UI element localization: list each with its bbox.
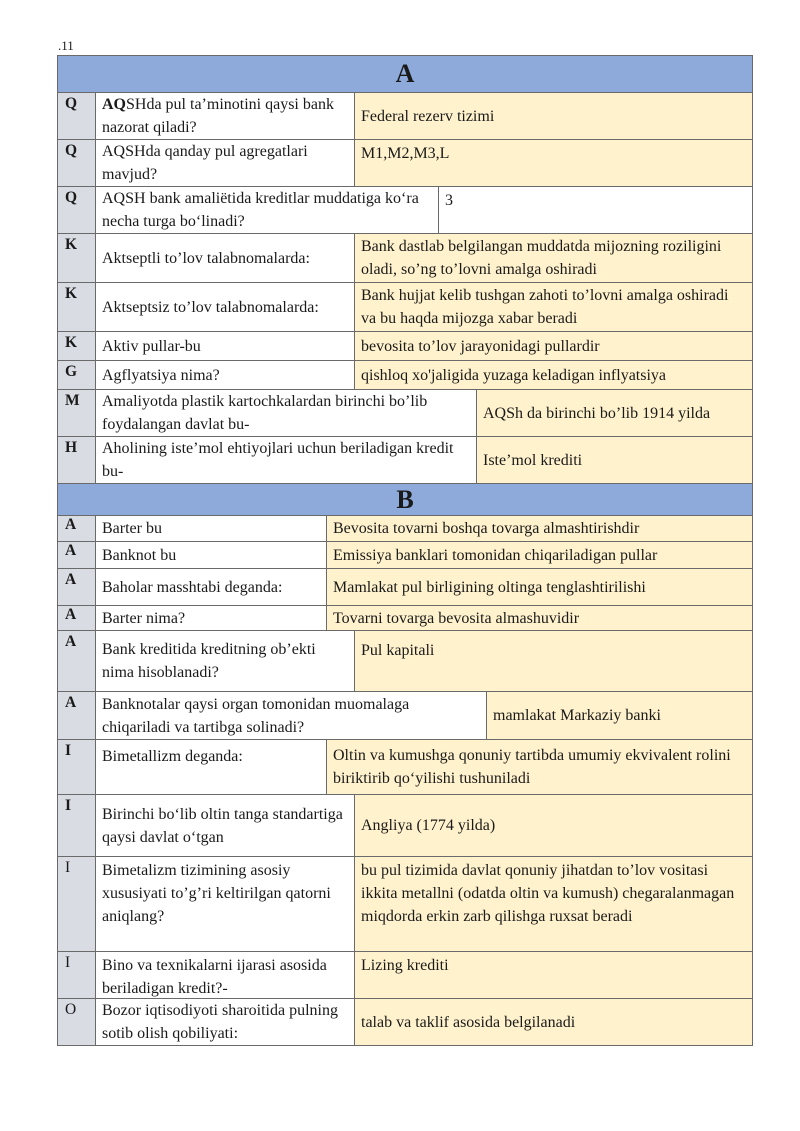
answer-cell: Bank dastlab belgilangan muddatda mijozning roziligini oladi, so’ng to’lovni amalga oshiradi xyxy=(354,234,752,282)
table-row xyxy=(57,794,753,857)
answer-cell: AQSh da birinchi bo’lib 1914 yilda xyxy=(476,390,752,436)
table-row xyxy=(57,605,753,631)
row-letter: A xyxy=(58,542,96,568)
answer-cell: Iste’mol krediti xyxy=(476,437,752,483)
question-cell: Bino va texnikalarni ijarasi asosida beriladigan kredit?- xyxy=(102,957,327,997)
section-header-a: A xyxy=(57,55,753,93)
table-row xyxy=(57,186,753,234)
answer-cell: talab va taklif asosida belgilanadi xyxy=(354,999,752,1045)
table-row xyxy=(57,515,753,542)
row-letter: I xyxy=(58,740,96,794)
row-letter: K xyxy=(58,283,96,331)
answer-cell: 3 xyxy=(438,187,752,233)
table-row xyxy=(57,282,753,332)
question-cell: Banknotalar qaysi organ tomonidan muomalaga chiqariladi va tartibga solinadi? xyxy=(102,695,410,736)
row-letter: K xyxy=(58,234,96,282)
row-letter: I xyxy=(58,857,96,951)
table-row xyxy=(57,998,753,1046)
row-letter: A xyxy=(58,606,96,630)
answer-cell: bu pul tizimida davlat qonuniy jihatdan to’lov vositasi ikkita metallni (odatda oltin va kumush) chegaralanmagan miqdorda erkin zarb qilishga ruxsat beradi xyxy=(354,857,752,951)
question-cell: Barter bu xyxy=(102,520,162,537)
row-letter: K xyxy=(58,332,96,360)
section-header-b: B xyxy=(57,483,753,516)
row-letter: Q xyxy=(58,187,96,233)
question-cell: Aktiv pullar-bu xyxy=(102,337,201,355)
answer-cell: Mamlakat pul birligining oltinga tenglashtirilishi xyxy=(326,569,752,605)
answer-cell: Bevosita tovarni boshqa tovarga almashtirishdir xyxy=(326,516,752,541)
question-cell: Aholining iste’mol ehtiyojlari uchun beriladigan kredit bu- xyxy=(102,440,454,480)
page-number: .11 xyxy=(58,38,74,53)
row-letter: A xyxy=(58,516,96,541)
table-row xyxy=(57,360,753,390)
answer-cell: Federal rezerv tizimi xyxy=(354,93,752,139)
answer-cell: Emissiya banklari tomonidan chiqariladigan pullar xyxy=(326,542,752,568)
question-cell: Bozor iqtisodiyoti sharoitida pulning sotib olish qobiliyati: xyxy=(102,1002,338,1042)
answer-cell: Angliya (1774 yilda) xyxy=(354,795,752,856)
answer-cell: mamlakat Markaziy banki xyxy=(486,692,752,739)
table-row xyxy=(57,630,753,692)
row-letter: O xyxy=(58,999,96,1045)
answer-cell: Tovarni tovarga bevosita almashuvidir xyxy=(326,606,752,630)
question-cell: Barter nima? xyxy=(102,609,186,627)
row-letter: G xyxy=(58,361,96,389)
row-letter: Q xyxy=(58,93,96,139)
answer-cell: Lizing krediti xyxy=(354,952,752,998)
answer-cell: qishloq xo'jaligida yuzaga keladigan inflyatsiya xyxy=(354,361,752,389)
question-text: SHda pul ta’minotini qaysi bank nazorat qiladi? xyxy=(102,96,334,136)
question-cell: Bimetalizm tizimining asosiy xususiyati to’g’ri keltirilgan qatorni aniqlang? xyxy=(102,862,331,925)
question-cell: Baholar masshtabi deganda: xyxy=(102,578,283,596)
table-row xyxy=(57,541,753,569)
question-cell: AQSH bank amaliëtida kreditlar muddatiga ko‘ra necha turga bo‘linadi? xyxy=(102,190,419,230)
table-row xyxy=(57,856,753,952)
question-cell: Aktseptsiz to’lov talabnomalarda: xyxy=(102,298,319,316)
row-letter: I xyxy=(58,952,96,998)
question-cell: Bimetallizm deganda: xyxy=(102,748,243,765)
table-row xyxy=(57,436,753,484)
answer-cell: Oltin va kumushga qonuniy tartibda umumiy ekvivalent rolini biriktirib qo‘yilishi tushuniladi xyxy=(326,740,752,794)
answer-cell: Pul kapitali xyxy=(354,631,752,691)
question-cell: Banknot bu xyxy=(102,546,177,564)
glossary-table xyxy=(57,56,753,1046)
table-row xyxy=(57,389,753,437)
answer-cell: Bank hujjat kelib tushgan zahoti to’lovni amalga oshiradi va bu haqda mijozga xabar beradi xyxy=(354,283,752,331)
table-row xyxy=(57,331,753,361)
row-letter: A xyxy=(58,569,96,605)
row-letter: I xyxy=(58,795,96,856)
row-letter: Q xyxy=(58,140,96,186)
row-letter: H xyxy=(58,437,96,483)
table-row xyxy=(57,691,753,740)
question-cell: Bank kreditida kreditning ob’ekti nima hisoblanadi? xyxy=(102,641,316,681)
table-row xyxy=(57,92,753,140)
table-row xyxy=(57,739,753,795)
table-row xyxy=(57,951,753,999)
answer-cell: bevosita to’lov jarayonidagi pullardir xyxy=(354,332,752,360)
question-bold-prefix: AQ xyxy=(102,96,126,113)
question-cell: Agflyatsiya nima? xyxy=(102,366,220,384)
table-row xyxy=(57,233,753,283)
row-letter: A xyxy=(58,631,96,691)
question-cell: AQSHda qanday pul agregatlari mavjud? xyxy=(102,143,308,183)
answer-cell: M1,M2,M3,L xyxy=(354,140,752,186)
question-cell: Amaliyotda plastik kartochkalardan birinchi bo’lib foydalangan davlat bu- xyxy=(102,393,428,433)
table-row xyxy=(57,568,753,606)
question-cell: Aktseptli to’lov talabnomalarda: xyxy=(102,249,310,267)
question-cell: Birinchi bo‘lib oltin tanga standartiga qaysi davlat o‘tgan xyxy=(102,805,343,846)
table-row xyxy=(57,139,753,187)
row-letter: A xyxy=(58,692,96,739)
question-cell xyxy=(96,93,354,139)
row-letter: M xyxy=(58,390,96,436)
